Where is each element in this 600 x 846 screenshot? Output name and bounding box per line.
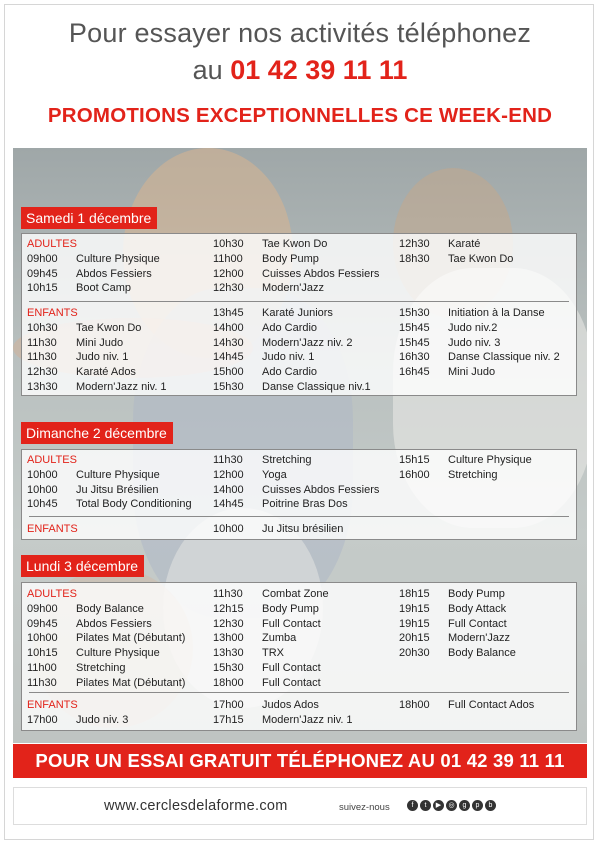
class-time: 12h30 bbox=[213, 282, 244, 295]
class-name: Judo niv. 1 bbox=[76, 351, 129, 364]
class-name: Full Contact bbox=[262, 676, 321, 689]
group-divider bbox=[29, 692, 569, 693]
class-name: Body Balance bbox=[76, 602, 144, 615]
class-name: Ado Cardio bbox=[262, 366, 318, 379]
class-name: Full Contact bbox=[448, 617, 507, 630]
class-time: 10h00 bbox=[27, 632, 58, 645]
headline: Pour essayer nos activités téléphonez bbox=[68, 18, 532, 48]
class-time: 14h45 bbox=[213, 351, 244, 364]
class-time: 14h45 bbox=[213, 498, 244, 511]
group-label: ADULTES bbox=[27, 454, 77, 466]
day-header: Lundi 3 décembre bbox=[21, 555, 144, 577]
class-name: Initiation à la Danse bbox=[448, 307, 545, 319]
class-name: Abdos Fessiers bbox=[76, 617, 152, 630]
class-time: 11h30 bbox=[213, 454, 243, 466]
class-time: 18h15 bbox=[399, 588, 430, 600]
youtube-icon[interactable]: ▶ bbox=[433, 800, 444, 811]
group-divider bbox=[29, 301, 569, 302]
class-name: Pilates Mat (Débutant) bbox=[76, 632, 186, 645]
class-time: 10h45 bbox=[27, 498, 58, 511]
group-label: ENFANTS bbox=[27, 307, 78, 319]
class-name: Ju Jitsu brésilien bbox=[262, 523, 344, 535]
class-time: 15h45 bbox=[399, 336, 430, 349]
class-time: 17h15 bbox=[213, 713, 244, 726]
class-time: 15h30 bbox=[213, 662, 244, 674]
headline-phone-line bbox=[0, 55, 600, 86]
class-name: Culture Physique bbox=[76, 252, 160, 265]
class-name: Stretching bbox=[262, 454, 312, 466]
class-name: Cuisses Abdos Fessiers bbox=[262, 483, 380, 496]
class-time: 15h15 bbox=[399, 454, 430, 466]
class-name: Modern'Jazz niv. 2 bbox=[262, 336, 353, 349]
group-label: ENFANTS bbox=[27, 523, 78, 535]
class-time: 12h30 bbox=[399, 238, 430, 250]
class-time: 16h00 bbox=[399, 468, 430, 481]
class-name: Modern'Jazz niv. 1 bbox=[76, 381, 167, 393]
class-time: 09h45 bbox=[27, 617, 58, 630]
headline-phone-number[interactable]: 01 42 39 11 11 bbox=[230, 55, 408, 85]
class-name: Culture Physique bbox=[448, 454, 532, 466]
google-plus-icon[interactable]: g bbox=[459, 800, 470, 811]
class-time: 13h30 bbox=[27, 381, 58, 393]
class-name: Mini Judo bbox=[76, 336, 124, 349]
class-time: 10h15 bbox=[27, 647, 58, 660]
class-name: Judos Ados bbox=[262, 699, 319, 711]
class-time: 13h00 bbox=[213, 632, 244, 645]
class-name: Karaté Ados bbox=[76, 366, 136, 379]
class-name: Modern'Jazz niv. 1 bbox=[262, 713, 353, 726]
class-time: 12h30 bbox=[213, 617, 244, 630]
class-time: 17h00 bbox=[213, 699, 244, 711]
day-header: Dimanche 2 décembre bbox=[21, 422, 173, 444]
class-time: 10h30 bbox=[27, 321, 58, 334]
class-time: 20h15 bbox=[399, 632, 430, 645]
class-time: 16h45 bbox=[399, 366, 430, 379]
class-time: 11h30 bbox=[27, 676, 57, 689]
class-name: Ju Jitsu Brésilien bbox=[76, 483, 159, 496]
class-name: TRX bbox=[262, 647, 284, 660]
class-time: 19h15 bbox=[399, 617, 430, 630]
class-name: Full Contact bbox=[262, 662, 321, 674]
class-time: 15h00 bbox=[213, 366, 244, 379]
class-time: 11h00 bbox=[27, 662, 57, 674]
class-time: 09h45 bbox=[27, 267, 58, 280]
class-name: Karaté Juniors bbox=[262, 307, 333, 319]
group-label: ADULTES bbox=[27, 588, 77, 600]
class-time: 10h30 bbox=[213, 238, 244, 250]
group-label: ADULTES bbox=[27, 238, 77, 250]
class-name: Judo niv. 1 bbox=[262, 351, 315, 364]
class-time: 15h45 bbox=[399, 321, 430, 334]
class-name: Body Pump bbox=[262, 602, 319, 615]
facebook-icon[interactable]: f bbox=[407, 800, 418, 811]
class-name: Combat Zone bbox=[262, 588, 329, 600]
class-name: Judo niv. 3 bbox=[76, 713, 129, 726]
instagram-icon[interactable]: ◎ bbox=[446, 800, 457, 811]
promo-title: PROMOTIONS EXCEPTIONNELLES CE WEEK-END bbox=[47, 104, 553, 127]
class-time: 14h00 bbox=[213, 321, 244, 334]
call-to-action-banner[interactable]: POUR UN ESSAI GRATUIT TÉLÉPHONEZ AU 01 42 39 11 11 bbox=[13, 744, 587, 778]
class-name: Judo niv. 3 bbox=[448, 336, 501, 349]
class-time: 10h00 bbox=[213, 523, 244, 535]
class-time: 10h15 bbox=[27, 282, 58, 295]
class-time: 20h30 bbox=[399, 647, 430, 660]
class-name: Ado Cardio bbox=[262, 321, 318, 334]
class-time: 12h00 bbox=[213, 468, 244, 481]
class-name: Tae Kwon Do bbox=[262, 238, 328, 250]
pinterest-icon[interactable]: p bbox=[472, 800, 483, 811]
class-time: 14h30 bbox=[213, 336, 244, 349]
class-name: Culture Physique bbox=[76, 647, 160, 660]
class-name: Full Contact Ados bbox=[448, 699, 535, 711]
class-name: Danse Classique niv. 2 bbox=[448, 351, 560, 364]
class-name: Judo niv.2 bbox=[448, 321, 498, 334]
class-time: 12h00 bbox=[213, 267, 244, 280]
class-time: 11h30 bbox=[213, 588, 243, 600]
headline-prefix: au bbox=[192, 55, 223, 85]
class-time: 09h00 bbox=[27, 252, 58, 265]
class-time: 14h00 bbox=[213, 483, 244, 496]
group-label: ENFANTS bbox=[27, 699, 78, 711]
class-name: Karaté bbox=[448, 238, 481, 250]
class-name: Danse Classique niv.1 bbox=[262, 381, 371, 393]
social-icons bbox=[407, 800, 496, 811]
class-name: Body Pump bbox=[448, 588, 505, 600]
class-name: Stretching bbox=[448, 468, 498, 481]
class-time: 11h30 bbox=[27, 336, 57, 349]
class-name: Total Body Conditioning bbox=[76, 498, 192, 511]
class-name: Boot Camp bbox=[76, 282, 132, 295]
class-time: 18h00 bbox=[213, 676, 244, 689]
class-name: Full Contact bbox=[262, 617, 321, 630]
class-name: Stretching bbox=[76, 662, 126, 674]
class-name: Yoga bbox=[262, 468, 287, 481]
class-time: 13h30 bbox=[213, 647, 244, 660]
class-time: 19h15 bbox=[399, 602, 430, 615]
class-time: 15h30 bbox=[213, 381, 244, 393]
class-name: Body Balance bbox=[448, 647, 516, 660]
class-name: Abdos Fessiers bbox=[76, 267, 152, 280]
class-name: Mini Judo bbox=[448, 366, 496, 379]
class-name: Poitrine Bras Dos bbox=[262, 498, 348, 511]
footer bbox=[13, 787, 587, 825]
class-time: 10h00 bbox=[27, 483, 58, 496]
class-name: Zumba bbox=[262, 632, 297, 645]
class-name: Body Attack bbox=[448, 602, 507, 615]
class-time: 18h30 bbox=[399, 252, 430, 265]
follow-label: suivez-nous bbox=[339, 802, 390, 813]
class-time: 17h00 bbox=[27, 713, 58, 726]
class-time: 12h30 bbox=[27, 366, 58, 379]
class-name: Pilates Mat (Débutant) bbox=[76, 676, 186, 689]
class-name: Culture Physique bbox=[76, 468, 160, 481]
twitter-icon[interactable]: t bbox=[420, 800, 431, 811]
class-time: 18h00 bbox=[399, 699, 430, 711]
class-name: Modern'Jazz bbox=[448, 632, 511, 645]
class-time: 12h15 bbox=[213, 602, 244, 615]
class-name: Modern'Jazz bbox=[262, 282, 325, 295]
class-time: 11h00 bbox=[213, 252, 243, 265]
class-name: Body Pump bbox=[262, 252, 319, 265]
class-time: 15h30 bbox=[399, 307, 430, 319]
class-time: 11h30 bbox=[27, 351, 57, 364]
class-name: Cuisses Abdos Fessiers bbox=[262, 267, 380, 280]
website-link[interactable]: www.cerclesdelaforme.com bbox=[104, 798, 288, 814]
class-time: 10h00 bbox=[27, 468, 58, 481]
group-divider bbox=[29, 516, 569, 517]
class-time: 13h45 bbox=[213, 307, 244, 319]
class-time: 16h30 bbox=[399, 351, 430, 364]
day-header: Samedi 1 décembre bbox=[21, 207, 157, 229]
class-time: 09h00 bbox=[27, 602, 58, 615]
blog-icon[interactable]: b bbox=[485, 800, 496, 811]
class-name: Tae Kwon Do bbox=[76, 321, 142, 334]
class-name: Tae Kwon Do bbox=[448, 252, 514, 265]
